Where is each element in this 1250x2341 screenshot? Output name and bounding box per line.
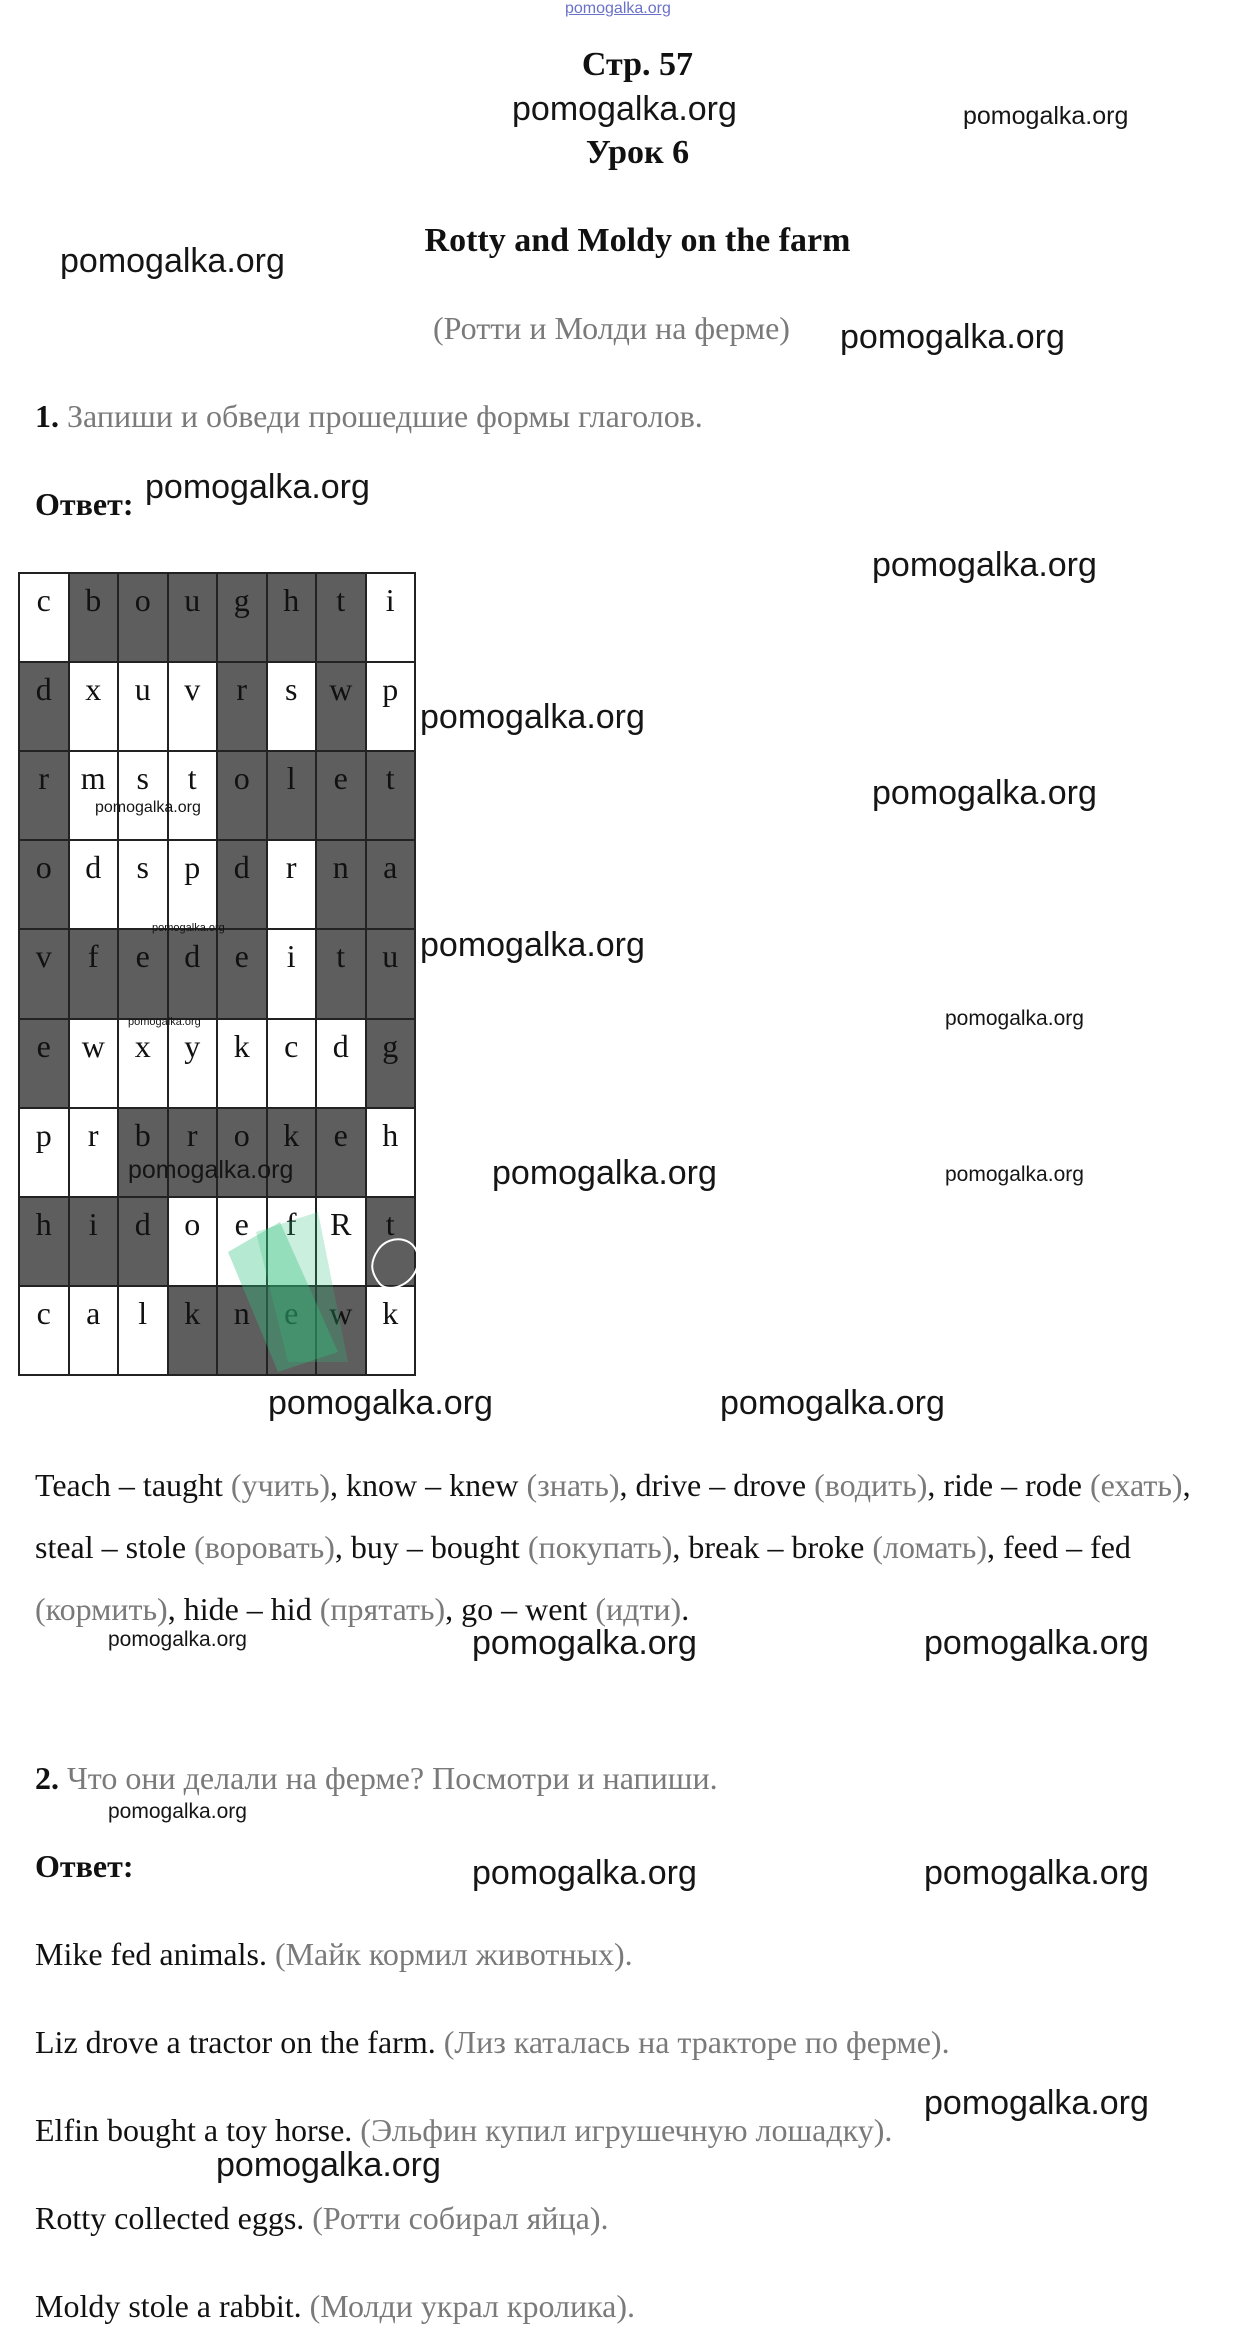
grid-cell: k	[217, 1019, 267, 1108]
grid-cell: i	[366, 573, 416, 662]
grid-cell: i	[69, 1197, 119, 1286]
task2-heading	[35, 1760, 718, 1797]
grid-row	[19, 840, 415, 929]
verb-pair-text: , hide – hid	[167, 1591, 320, 1627]
grid-row	[19, 1019, 415, 1108]
sentence-item: Moldy stole a rabbit. (Молди украл кролика).	[35, 2288, 636, 2324]
grid-cell: t	[316, 929, 366, 1018]
sentence-item: Mike fed animals. (Майк кормил животных).	[35, 1936, 633, 1972]
grid-cell: a	[366, 840, 416, 929]
grid-cell: t	[316, 573, 366, 662]
top-site-link[interactable]: pomogalka.org	[565, 0, 671, 17]
sentence-item: Liz drove a tractor on the farm. (Лиз каталась на тракторе по ферме).	[35, 2024, 950, 2060]
watermark: pomogalka.org	[216, 2146, 441, 2184]
grid-cell: e	[316, 751, 366, 840]
grid-cell: k	[366, 1286, 416, 1375]
grid-cell: x	[118, 1019, 168, 1108]
watermark: pomogalka.org	[95, 799, 201, 816]
verb-pair-text: , break – broke	[672, 1529, 873, 1565]
grid-cell: p	[168, 840, 218, 929]
sentence-item: Rotty collected eggs. (Ротти собирал яйца).	[35, 2200, 609, 2236]
grid-cell: o	[217, 1108, 267, 1197]
watermark: pomogalka.org	[472, 1854, 697, 1892]
grid-cell: h	[366, 1108, 416, 1197]
page-number: Стр. 57	[581, 46, 694, 83]
grid-cell: d	[69, 840, 119, 929]
grid-cell: d	[316, 1019, 366, 1108]
grid-cell: c	[267, 1019, 317, 1108]
grid-cell: r	[267, 840, 317, 929]
grid-cell: r	[19, 751, 69, 840]
grid-cell: e	[118, 929, 168, 1018]
grid-cell: u	[366, 929, 416, 1018]
translation-text: (покупать)	[527, 1529, 673, 1565]
translation-text: (воровать)	[194, 1529, 335, 1565]
grid-cell: w	[69, 1019, 119, 1108]
task1-answer-text	[35, 1454, 1225, 1640]
watermark: pomogalka.org	[945, 1163, 1084, 1186]
grid-row	[19, 929, 415, 1018]
sentence-item: Elfin bought a toy horse. (Эльфин купил игрушечную лошадку).	[35, 2112, 893, 2148]
topic-title: Rotty and Moldy on the farm	[424, 222, 851, 259]
watermark: pomogalka.org	[145, 468, 370, 506]
watermark: pomogalka.org	[924, 1854, 1149, 1892]
grid-row	[19, 1197, 415, 1286]
watermark: pomogalka.org	[472, 1624, 697, 1662]
grid-cell: h	[19, 1197, 69, 1286]
watermark: pomogalka.org	[840, 318, 1065, 356]
grid-cell: v	[19, 929, 69, 1018]
watermark: pomogalka.org	[60, 242, 285, 280]
task2-number: 2.	[35, 1760, 59, 1796]
verb-pair-text: , buy – bought	[334, 1529, 528, 1565]
task1-heading	[35, 398, 703, 435]
grid-cell: u	[118, 662, 168, 751]
grid-cell: c	[19, 573, 69, 662]
watermark: pomogalka.org	[420, 698, 645, 736]
grid-cell: t	[168, 751, 218, 840]
grid-cell: v	[168, 662, 218, 751]
grid-cell: s	[267, 662, 317, 751]
task1-answer-label: Ответ:	[35, 486, 134, 522]
grid-row	[19, 662, 415, 751]
task1-number: 1.	[35, 398, 59, 434]
verb-pair-text: , feed – fed	[987, 1529, 1131, 1565]
watermark: pomogalka.org	[872, 774, 1097, 812]
watermark: pomogalka.org	[108, 1800, 247, 1823]
grid-cell: o	[168, 1197, 218, 1286]
grid-cell: k	[267, 1108, 317, 1197]
grid-cell: o	[217, 751, 267, 840]
watermark: pomogalka.org	[108, 1628, 247, 1651]
grid-cell: d	[19, 662, 69, 751]
translation-text: (знать)	[526, 1467, 620, 1503]
grid-cell: r	[168, 1108, 218, 1197]
topic-subtitle: (Ротти и Молди на ферме)	[433, 310, 790, 346]
watermark: pomogalka.org	[963, 102, 1129, 130]
grid-cell: t	[366, 751, 416, 840]
grid-cell: n	[316, 840, 366, 929]
grid-cell: w	[316, 1286, 366, 1375]
task2-answer-label: Ответ:	[35, 1848, 134, 1884]
translation-text: (водить)	[814, 1467, 928, 1503]
grid-cell: s	[118, 840, 168, 929]
grid-cell: b	[69, 573, 119, 662]
grid-cell: d	[217, 840, 267, 929]
grid-cell: R	[316, 1197, 366, 1286]
translation-text: (ломать)	[872, 1529, 987, 1565]
verb-pair-text: , ride – rode	[927, 1467, 1090, 1503]
grid-cell: f	[69, 929, 119, 1018]
watermark: pomogalka.org	[492, 1154, 717, 1192]
grid-cell: e	[217, 1197, 267, 1286]
watermark: pomogalka.org	[924, 2084, 1149, 2122]
verb-pair-text: , steal – stole	[35, 1467, 1191, 1565]
verb-pair-text: Teach – taught	[35, 1467, 231, 1503]
grid-cell: d	[118, 1197, 168, 1286]
grid-cell: e	[19, 1019, 69, 1108]
grid-cell: c	[19, 1286, 69, 1375]
grid-cell: k	[168, 1286, 218, 1375]
grid-row	[19, 573, 415, 662]
grid-cell: w	[316, 662, 366, 751]
grid-cell: x	[69, 662, 119, 751]
grid-row	[19, 751, 415, 840]
task1-prompt: Запиши и обведи прошедшие формы глаголов.	[67, 398, 703, 434]
watermark: pomogalka.org	[420, 926, 645, 964]
task2-prompt: Что они делали на ферме? Посмотри и напиши.	[67, 1760, 718, 1796]
grid-cell: g	[217, 573, 267, 662]
grid-cell: u	[168, 573, 218, 662]
grid-cell: d	[168, 929, 218, 1018]
word-search-grid	[18, 572, 416, 1376]
watermark: pomogalka.org	[872, 546, 1097, 584]
grid-cell: m	[69, 751, 119, 840]
watermark: pomogalka.org	[924, 1624, 1149, 1662]
translation-text: (прятать)	[319, 1591, 446, 1627]
verb-pair-text: , go – went	[445, 1591, 596, 1627]
watermark: pomogalka.org	[268, 1384, 493, 1422]
grid-cell: e	[267, 1286, 317, 1375]
grid-cell: p	[366, 662, 416, 751]
grid-cell: e	[217, 929, 267, 1018]
grid-cell: r	[69, 1108, 119, 1197]
grid-cell: l	[267, 751, 317, 840]
grid-cell: p	[19, 1108, 69, 1197]
lesson-title: Урок 6	[585, 134, 690, 171]
watermark: pomogalka.org	[128, 1016, 201, 1028]
grid-cell: f	[267, 1197, 317, 1286]
translation-text: (кормить)	[35, 1591, 168, 1627]
watermark: pomogalka.org	[152, 922, 225, 934]
verb-pair-text: , drive – drove	[619, 1467, 815, 1503]
grid-cell: o	[19, 840, 69, 929]
grid-cell: i	[267, 929, 317, 1018]
watermark: pomogalka.org	[128, 1156, 294, 1184]
grid-cell: y	[168, 1019, 218, 1108]
translation-text: (учить)	[230, 1467, 331, 1503]
verb-pair-text: , know – knew	[330, 1467, 527, 1503]
grid-cell: t	[366, 1197, 416, 1286]
grid-cell: b	[118, 1108, 168, 1197]
verb-pair-text: .	[681, 1591, 690, 1627]
translation-text: (ехать)	[1089, 1467, 1183, 1503]
grid-cell: l	[118, 1286, 168, 1375]
translation-text: (идти)	[595, 1591, 682, 1627]
watermark: pomogalka.org	[512, 90, 737, 128]
grid-cell: s	[118, 751, 168, 840]
grid-cell: a	[69, 1286, 119, 1375]
watermark: pomogalka.org	[945, 1007, 1084, 1030]
grid-cell: h	[267, 573, 317, 662]
grid-cell: e	[316, 1108, 366, 1197]
grid-cell: g	[366, 1019, 416, 1108]
grid-cell: r	[217, 662, 267, 751]
grid-cell: n	[217, 1286, 267, 1375]
watermark: pomogalka.org	[720, 1384, 945, 1422]
grid-row	[19, 1286, 415, 1375]
grid-cell: o	[118, 573, 168, 662]
